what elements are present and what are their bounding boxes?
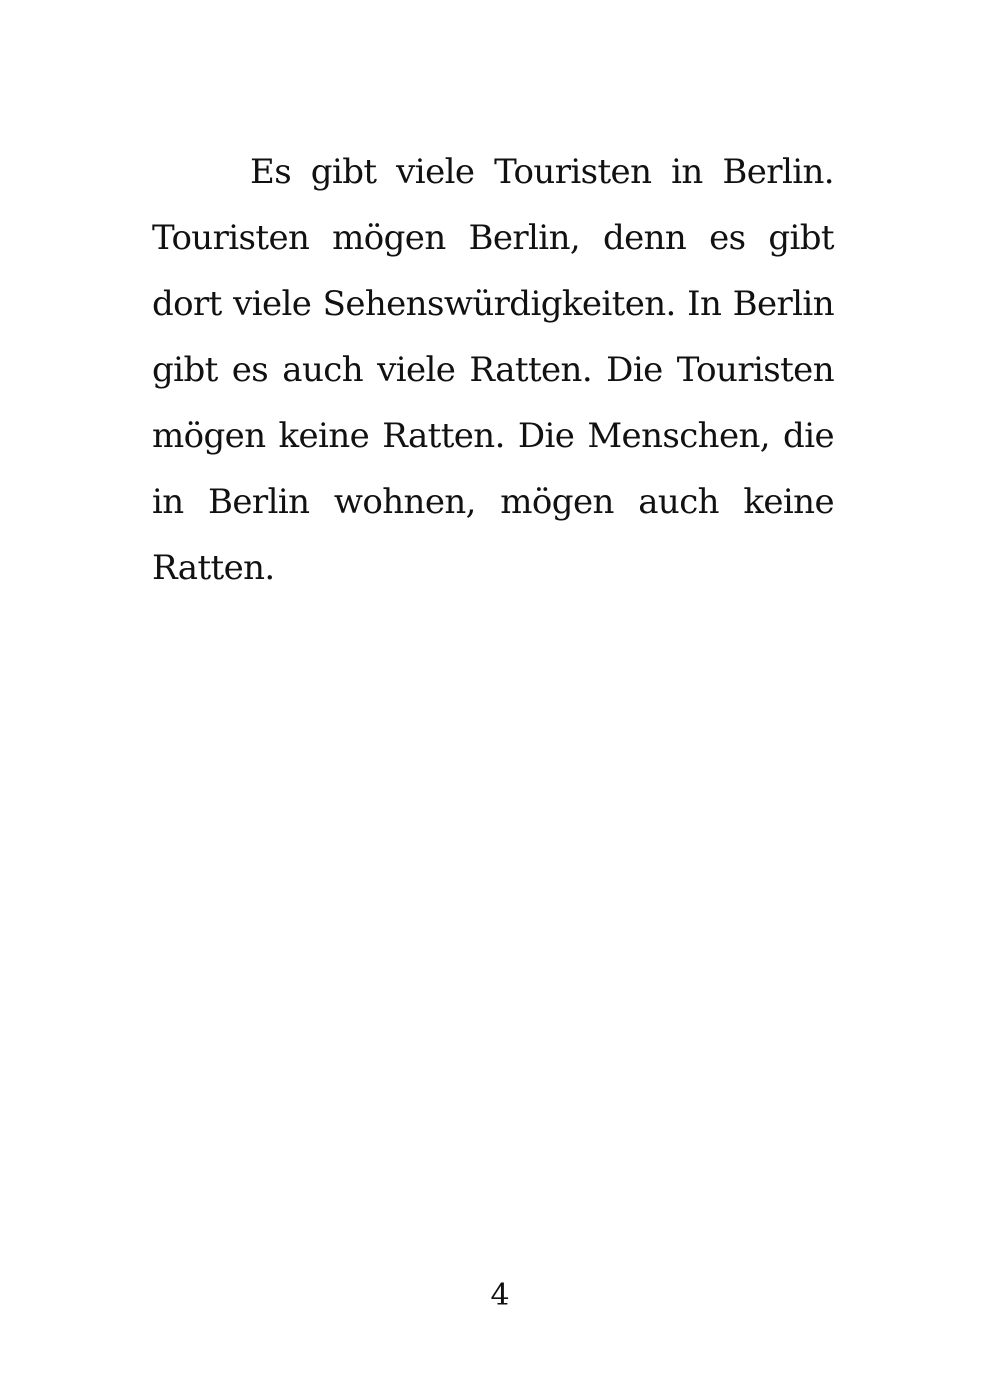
body-paragraph: Es gibt viele Touristen in Berlin. Touristen mögen Berlin, denn es gibt dort viele Sehenswürdigkeiten. In Berlin gibt es auch viele Ratten. Die Touristen mögen keine Ratten. Die Menschen, die in Berlin wohnen, mögen auch keine Ratten.: [152, 152, 834, 588]
page-number: 4: [490, 1278, 510, 1313]
